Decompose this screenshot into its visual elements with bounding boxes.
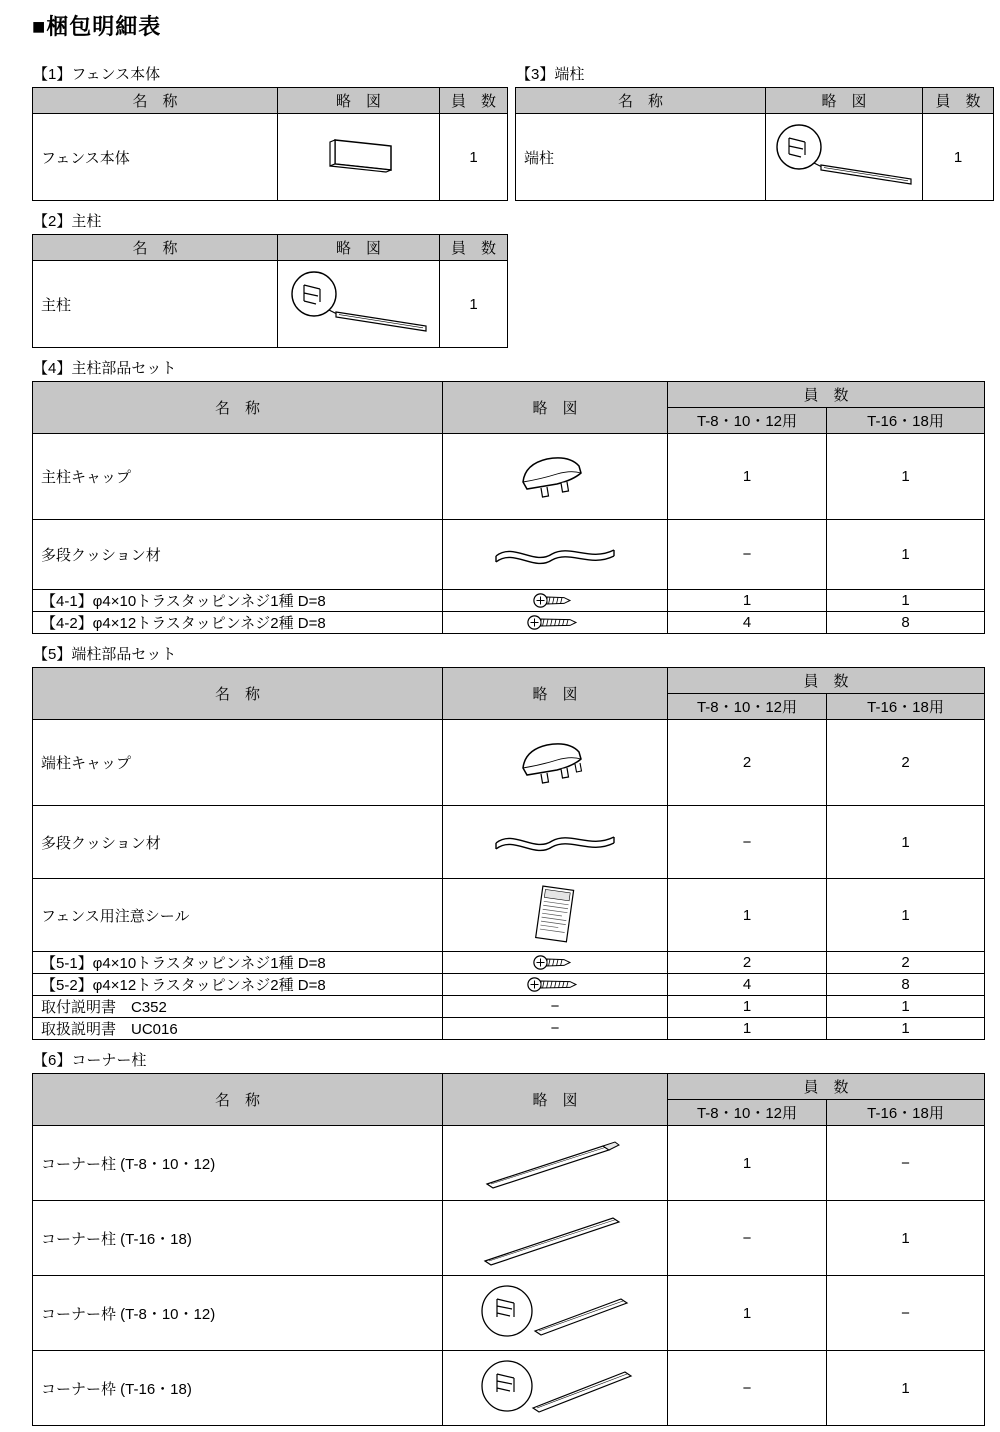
part-qty-t8: 1 (668, 1126, 827, 1201)
diagram-cell (443, 612, 668, 634)
section-3-label: 【3】端柱 (516, 66, 585, 83)
table-row (33, 974, 985, 996)
fence-body-table (32, 87, 508, 201)
screw-short-icon (532, 954, 578, 971)
table-row (33, 720, 985, 806)
part-qty: 1 (440, 261, 508, 348)
diagram-cell (443, 434, 668, 520)
part-name: 【5-2】φ4×12トラスタッピンネジ2種 D=8 (33, 974, 443, 996)
col-header-qty: 員 数 (440, 235, 508, 261)
table-row (33, 1018, 985, 1040)
part-qty-t8: 1 (668, 996, 827, 1018)
part-qty-t16: − (827, 1126, 985, 1201)
part-qty-t16: − (827, 1276, 985, 1351)
corner-post-icon (475, 1207, 635, 1269)
col-header-name: 名 称 (33, 88, 278, 114)
part-qty-t16: 1 (827, 806, 985, 879)
col-header-diagram: 略 図 (443, 382, 668, 434)
col-header-name: 名 称 (516, 88, 766, 114)
part-name: コーナー柱 (T-16・18) (33, 1201, 443, 1276)
part-qty-t8: 1 (668, 590, 827, 612)
col-header-t16: T-16・18用 (827, 694, 985, 720)
section-4-label: 【4】主柱部品セット (33, 360, 177, 377)
part-name: 多段クッション材 (33, 520, 443, 590)
section-5-label: 【5】端柱部品セット (33, 646, 177, 663)
part-qty-t8: 1 (668, 1018, 827, 1040)
part-name: 端柱キャップ (33, 720, 443, 806)
diagram-cell (443, 1126, 668, 1201)
post-cap-icon (511, 446, 599, 508)
part-name: 【5-1】φ4×10トラスタッピンネジ1種 D=8 (33, 952, 443, 974)
diagram-cell (766, 114, 923, 201)
part-qty-t16: 1 (827, 879, 985, 952)
caution-sticker-icon (522, 882, 588, 948)
col-header-t8: T-8・10・12用 (668, 694, 827, 720)
part-qty-t16: 1 (827, 1201, 985, 1276)
end-post-table (515, 87, 994, 201)
table-row (33, 1351, 985, 1426)
part-qty-t16: 1 (827, 1351, 985, 1426)
col-header-name: 名 称 (33, 382, 443, 434)
diagram-cell (443, 520, 668, 590)
table-row (33, 520, 985, 590)
post-cap-icon (511, 732, 599, 794)
part-qty-t8: 1 (668, 879, 827, 952)
table-row (33, 879, 985, 952)
col-header-name: 名 称 (33, 1074, 443, 1126)
part-qty-t8: 1 (668, 434, 827, 520)
part-name: コーナー枠 (T-8・10・12) (33, 1276, 443, 1351)
left-column (32, 63, 507, 348)
col-header-qty: 員 数 (668, 668, 985, 694)
part-qty-t8: − (668, 1201, 827, 1276)
table-row (33, 1126, 985, 1201)
screw-short-icon (532, 592, 578, 609)
diagram-cell (443, 1276, 668, 1351)
diagram-dash: − (443, 1018, 668, 1040)
diagram-dash: − (443, 996, 668, 1018)
right-column (515, 63, 993, 201)
part-qty-t8: 4 (668, 612, 827, 634)
table-row (33, 114, 508, 201)
part-qty: 1 (440, 114, 508, 201)
diagram-cell (443, 1351, 668, 1426)
corner-post-table (32, 1073, 985, 1426)
part-name: 主柱 (33, 261, 278, 348)
diagram-cell (278, 114, 440, 201)
part-name: 端柱 (516, 114, 766, 201)
col-header-qty: 員 数 (668, 382, 985, 408)
section-2-label: 【2】主柱 (33, 213, 102, 230)
part-qty-t16: 2 (827, 720, 985, 806)
table-row (33, 261, 508, 348)
corner-frame-icon (471, 1354, 639, 1422)
col-header-name: 名 称 (33, 668, 443, 720)
cushion-strip-icon (490, 824, 620, 860)
col-header-diagram: 略 図 (278, 235, 440, 261)
corner-post-icon (475, 1132, 635, 1194)
col-header-diagram: 略 図 (443, 668, 668, 720)
main-post-parts-table (32, 381, 985, 634)
page-title: ■梱包明細表 (32, 14, 162, 39)
table-row (33, 1201, 985, 1276)
fence-panel-icon (311, 128, 407, 186)
table-row (33, 612, 985, 634)
part-qty-t8: 4 (668, 974, 827, 996)
part-qty-t16: 1 (827, 996, 985, 1018)
part-qty-t8: − (668, 520, 827, 590)
col-header-diagram: 略 図 (443, 1074, 668, 1126)
part-name: フェンス本体 (33, 114, 278, 201)
post-section-icon (769, 121, 919, 193)
main-post-table (32, 234, 508, 348)
part-name: 多段クッション材 (33, 806, 443, 879)
table-row (33, 996, 985, 1018)
table-row (33, 434, 985, 520)
section-1-label: 【1】フェンス本体 (33, 66, 161, 83)
col-header-name: 名 称 (33, 235, 278, 261)
cushion-strip-icon (490, 537, 620, 573)
diagram-cell (443, 1201, 668, 1276)
table-row (33, 1276, 985, 1351)
end-post-parts-table (32, 667, 985, 1040)
screw-long-icon (526, 614, 584, 631)
part-qty-t8: − (668, 806, 827, 879)
col-header-qty: 員 数 (668, 1074, 985, 1100)
part-name: コーナー枠 (T-16・18) (33, 1351, 443, 1426)
col-header-t8: T-8・10・12用 (668, 408, 827, 434)
part-qty-t8: 2 (668, 952, 827, 974)
part-qty-t16: 1 (827, 520, 985, 590)
part-qty-t16: 1 (827, 1018, 985, 1040)
table-row (33, 952, 985, 974)
diagram-cell (443, 806, 668, 879)
post-section-icon (284, 268, 434, 340)
part-qty-t16: 2 (827, 952, 985, 974)
diagram-cell (443, 720, 668, 806)
diagram-cell (443, 879, 668, 952)
diagram-cell (443, 590, 668, 612)
diagram-cell (443, 952, 668, 974)
part-name: フェンス用注意シール (33, 879, 443, 952)
part-qty-t8: 2 (668, 720, 827, 806)
table-row (33, 590, 985, 612)
part-qty: 1 (923, 114, 994, 201)
part-name: 【4-2】φ4×12トラスタッピンネジ2種 D=8 (33, 612, 443, 634)
corner-frame-icon (471, 1279, 639, 1347)
table-row (33, 806, 985, 879)
part-qty-t16: 8 (827, 612, 985, 634)
part-name: 取付説明書 C352 (33, 996, 443, 1018)
col-header-diagram: 略 図 (766, 88, 923, 114)
screw-long-icon (526, 976, 584, 993)
col-header-t8: T-8・10・12用 (668, 1100, 827, 1126)
part-qty-t8: − (668, 1351, 827, 1426)
part-qty-t8: 1 (668, 1276, 827, 1351)
col-header-qty: 員 数 (923, 88, 994, 114)
diagram-cell (443, 974, 668, 996)
col-header-t16: T-16・18用 (827, 1100, 985, 1126)
col-header-qty: 員 数 (440, 88, 508, 114)
part-name: コーナー柱 (T-8・10・12) (33, 1126, 443, 1201)
part-name: 取扱説明書 UC016 (33, 1018, 443, 1040)
diagram-cell (278, 261, 440, 348)
top-tables-row (32, 63, 988, 348)
section-6-label: 【6】コーナー柱 (33, 1052, 147, 1069)
col-header-diagram: 略 図 (278, 88, 440, 114)
part-qty-t16: 1 (827, 590, 985, 612)
part-qty-t16: 1 (827, 434, 985, 520)
table-row (516, 114, 994, 201)
col-header-t16: T-16・18用 (827, 408, 985, 434)
part-name: 【4-1】φ4×10トラスタッピンネジ1種 D=8 (33, 590, 443, 612)
part-name: 主柱キャップ (33, 434, 443, 520)
part-qty-t16: 8 (827, 974, 985, 996)
